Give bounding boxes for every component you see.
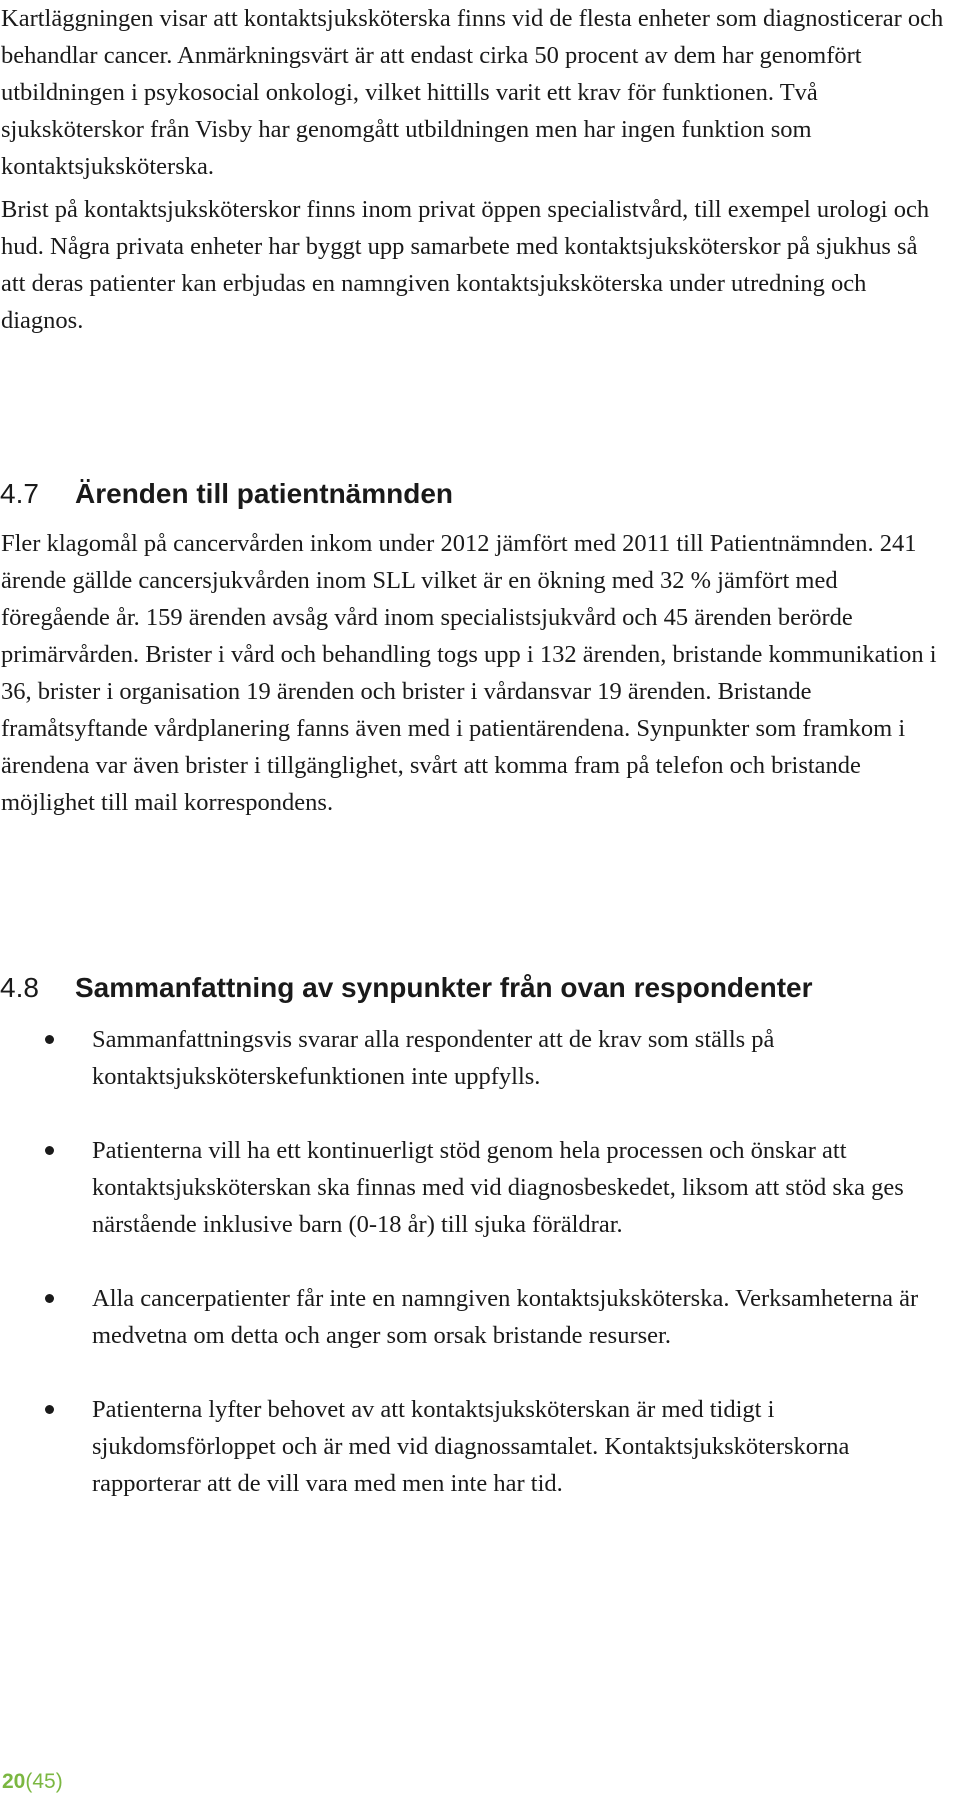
- paragraph-private-care: Brist på kontaktsjuksköterskor finns inom privat öppen specialistvård, till exempel urologi och hud. Några privata enheter har byggt upp samarbete med kontaktsjuksköterskor på sjukhus så att deras patienter kan erbjudas en namngiven kontaktsjuksköterska under utredning och diagnos.: [1, 196, 930, 334]
- list-item-text: Patienterna lyfter behovet av att kontaktsjuksköterskan är med tidigt i sjukdomsförloppet och är med vid diagnossamtalet. Kontaktsjuksköterskorna rapporterar att de vill vara med men inte har tid.: [92, 1396, 850, 1497]
- list-item-text: Alla cancerpatienter får inte en namngiven kontaktsjuksköterska. Verksamheterna är medvetna om detta och anger som orsak bristande resurser.: [92, 1285, 919, 1349]
- summary-bullet-list: [0, 1021, 960, 1502]
- paragraph-patientnamnden: Fler klagomål på cancervården inkom under 2012 jämfört med 2011 till Patientnämnden. 241 ärende gällde cancersjukvården inom SLL vilket är en ökning med 32 % jämfört med föregående år. 159 ärenden avsåg vård inom specialistsjukvård och 45 ärenden berörde primärvården. Brister i vård och behandling togs upp i 132 ärenden, bristande kommunikation i 36, brister i organisation 19 ärenden och brister i vårdansvar 19 ärenden. Bristande framåtsyftande vårdplanering fanns även med i patientärendena. Synpunkter som framkom i ärendena var även brister i tillgänglighet, svårt att komma fram på telefon och bristande möjlighet till mail korrespondens.: [1, 530, 937, 816]
- bullet-icon: [45, 1146, 54, 1155]
- paragraph-intro: Kartläggningen visar att kontaktsjuksköterska finns vid de flesta enheter som diagnosticerar och behandlar cancer. Anmärkningsvärt är att endast cirka 50 procent av dem har genomfört utbildningen i psykosocial onkologi, vilket hittills varit ett krav för funktionen. Två sjuksköterskor från Visby har genomgått utbildningen men har ingen funktion som kontaktsjuksköterska.: [1, 5, 944, 180]
- list-item: [0, 1280, 942, 1354]
- section-heading-4-8: [0, 970, 813, 1006]
- list-item: [0, 1391, 942, 1502]
- list-item-text: Sammanfattningsvis svarar alla respondenter att de krav som ställs på kontaktsjuksköterskefunktionen inte uppfylls.: [92, 1026, 775, 1090]
- bullet-icon: [45, 1405, 54, 1414]
- current-page-number: 20: [2, 1770, 26, 1793]
- section-heading-4-7: [0, 476, 453, 512]
- bullet-icon: [45, 1035, 54, 1044]
- list-item-text: Patienterna vill ha ett kontinuerligt stöd genom hela processen och önskar att kontaktsjuksköterskan ska finnas med vid diagnosbeskedet, liksom att stöd ska ges närstående inklusive barn (0-18 år) till sjuka föräldrar.: [92, 1137, 904, 1238]
- section-title: Ärenden till patientnämnden: [75, 478, 454, 509]
- section-title: Sammanfattning av synpunkter från ovan respondenter: [75, 972, 813, 1003]
- section-number: 4.7: [0, 478, 39, 509]
- section-number: 4.8: [0, 972, 39, 1003]
- list-item: [0, 1132, 942, 1243]
- page-number: [2, 1770, 63, 1794]
- total-pages: (45): [25, 1770, 63, 1793]
- list-item: [0, 1021, 942, 1095]
- bullet-icon: [45, 1294, 54, 1303]
